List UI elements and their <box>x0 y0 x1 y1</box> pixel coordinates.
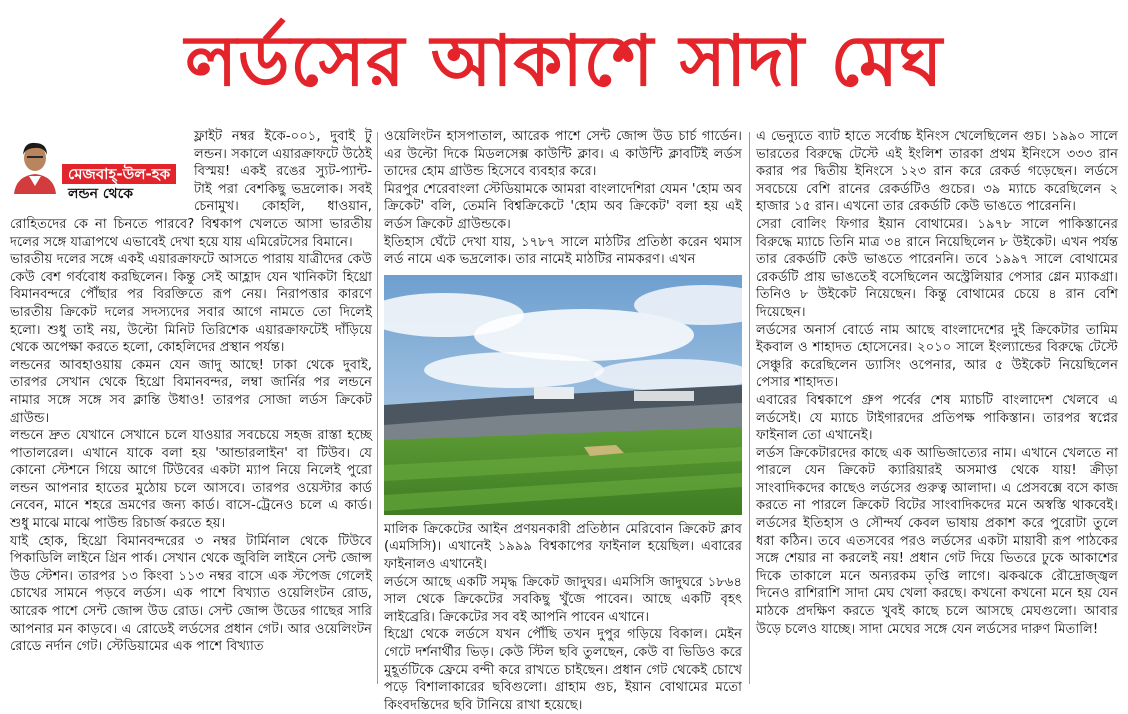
paragraph: ভারতীয় দলের সঙ্গে একই এয়ারক্রাফটে আসতে পারায় যাত্রীদের কেউ কেউ বেশ গর্ববোধ করছিলেন। কিন্তু সেই আহ্লাদ যেন খানিকটা হিথ্রো বিমানবন্দরে পৌঁছার পর বিরক্তিতে রূপ নেয়। নিরাপত্তার কারণে ভারতীয় ক্রিকেট দলের সদস্যদের সবার আগে নামতে তো দিলেই হলো। শুধু তাই নয়, উল্টো মিনিট তিরিশেক এয়ারক্রাফটেই দাঁড়িয়ে থেকে অপেক্ষা করতে হলো, কোহলিদের প্রস্থান পর্যন্ত। <box>10 252 372 356</box>
paragraph: লর্ডসের অনার্স বোর্ডে নাম আছে বাংলাদেশের দুই ক্রিকেটার তামিম ইকবাল ও শাহাদত হোসেনের। ২০১০ সালে ইংল্যান্ডের বিরুদ্ধে টেস্টে সেঞ্চুরি করেছিলেন ড্যাসিং ওপেনার, আর ৫ উইকেট নিয়েছিলেন পেসার শাহাদত। <box>756 322 1118 391</box>
paragraph: লন্ডনের আবহাওয়ায় কেমন যেন জাদু আছে! ঢাকা থেকে দুবাই, তারপর সেখান থেকে হিথ্রো বিমানবন্দর, লম্বা জার্নির পর লন্ডনে নামার সঙ্গে সঙ্গে সব ক্লান্তি উধাও! তারপর সোজা লর্ডস ক্রিকেট গ্রাউন্ড। <box>10 357 372 426</box>
article-column-3 <box>756 128 1118 638</box>
paragraph: মিরপুর শেরেবাংলা স্টেডিয়ামকে আমরা বাংলাদেশিরা যেমন 'হোম অব ক্রিকেট' বলি, তেমনি বিশ্বক্রিকেটে 'হোম অব ক্রিকেট' বলা হয় এই লর্ডস ক্রিকেট গ্রাউন্ডকে। <box>384 181 742 232</box>
column-divider <box>377 132 378 684</box>
paragraph: এবারের বিশ্বকাপে গ্রুপ পর্বের শেষ ম্যাচটি বাংলাদেশ খেলবে এ লর্ডসেই। যে ম্যাচে টাইগারদের প্রতিপক্ষ পাকিস্তান। তারপর স্বপ্নের ফাইনাল তো এখানেই। <box>756 392 1118 444</box>
paragraph: ওয়েলিংটন হাসপাতাল, আরেক পাশে সেন্ট জোন্স উড চার্চ গার্ডেন। এর উল্টো দিকে মিডলসেক্স কাউন্টি ক্লাব। এ কাউন্টি ক্লাবটিই লর্ডস তাদের হোম গ্রাউন্ড হিসেবে ব্যবহার করে। <box>384 129 742 180</box>
paragraph: যাই হোক, হিথ্রো বিমানবন্দরের ৩ নম্বর টার্মিনাল থেকে টিউবে পিকাডিলি লাইনে গ্রিন পার্ক। সেখান থেকে জুবিলি লাইনে সেন্ট জোন্স উড স্টেশন। তারপর ১৩ কিংবা ১১৩ নম্বর বাসে এক স্টপেজ গেলেই চোখের সামনে পড়বে লর্ডস। এক পাশে বিখ্যাত ওয়েলিংটন রোড, আরেক পাশে সেন্ট জোন্স উড রোড। সেন্ট জোন্স উডের গাছের সারি আপনার মন কাড়বে। এ রোডেই লর্ডসের প্রধান গেট। আর ওয়েলিংটন রোডে নর্দান গেট। স্টেডিয়ামের এক পাশে বিখ্যাত <box>10 533 372 655</box>
headline: লর্ডসের আকাশে সাদা মেঘ <box>184 20 944 102</box>
paragraph: এ ভেন্যুতে ব্যাট হাতে সর্বোচ্চ ইনিংস খেলেছিলেন গুচ। ১৯৯০ সালে ভারতের বিরুদ্ধে টেস্টে এই ইংলিশ তারকা প্রথম ইনিংসে ৩৩৩ রান করার পর দ্বিতীয় ইনিংসে ১২৩ রান করে রেকর্ড গড়েছেন। লর্ডসে সবচেয়ে বেশি রানের রেকর্ডটিও গুচের। ৩৯ ম্যাচে করেছিলেন ২ হাজার ১৫ রান। এখনো তার রেকর্ডটি কেউ ভাঙতে পারেননি। <box>756 129 1118 215</box>
article-column-1 <box>10 128 372 656</box>
paragraph: সেরা বোলিং ফিগার ইয়ান বোথামের। ১৯৭৮ সালে পাকিস্তানের বিরুদ্ধে ম্যাচে তিনি মাত্র ৩৪ রানে নিয়েছিলেন ৮ উইকেট। এখন পর্যন্ত তার রেকর্ডটি কেউ ভাঙতে পারেননি। তবে ১৯৯৭ সালে বোথামের রেকর্ডটি প্রায় ভাঙতেই বসেছিলেন অস্ট্রেলিয়ার পেসার গ্লেন ম্যাকগ্রা। তিনিও ৮ উইকেট নিয়েছেন। কিন্তু বোথামের চেয়ে ৪ রান বেশি দিয়েছেন। <box>756 216 1118 320</box>
paragraph: লন্ডনে দ্রুত যেখানে সেখানে চলে যাওয়ার সবচেয়ে সহজ রাস্তা হচ্ছে পাতালরেল। এখানে যাকে বলা হয় 'আন্ডারলাইন' বা টিউব। যে কোনো স্টেশনে গিয়ে আগে টিউবের একটা ম্যাপ নিয়ে নিলেই পুরো লন্ডন আপনার হাতের মুঠোয় চলে আসবে। তারপর ওয়েস্টার কার্ড নেবেন, মানে শহরে ভ্রমণের জন্য কার্ড। বাসে-ট্রেনেও চলে এ কার্ড। শুধু মাঝে মাঝে পাউন্ড রিচার্জ করতে হয়। <box>10 428 372 532</box>
paragraph: হিথ্রো থেকে লর্ডসে যখন পৌঁছি তখন দুপুর গড়িয়ে বিকাল। মেইন গেটে দর্শনার্থীর ভিড়। কেউ স্টিল ছবি তুলছেন, কেউ বা ভিডিও করে মুহূর্তটিকে ফ্রেমে বন্দী করে রাখতে চাইছেন। প্রধান গেট থেকেই চোখে পড়ে বিশালাকারের ছবিগুলো। গ্রাহাম গুচ, ইয়ান বোথামের মতো কিংবদন্তিদের ছবি টানিয়ে রাখা হয়েছে। <box>384 627 742 713</box>
paragraph: ইতিহাস ঘেঁটে দেখা যায়, ১৭৮৭ সালে মাঠটির প্রতিষ্ঠা করেন থমাস লর্ড নামে এক ভদ্রলোক। তার নামেই মাঠটির নামকরণ। এখন <box>384 234 742 268</box>
article-column-2 <box>384 128 742 714</box>
column-divider <box>749 132 750 684</box>
author-location: লন্ডন থেকে <box>68 186 134 202</box>
paragraph: ফ্লাইট নম্বর ইকে-০০১, দুবাই টু লন্ডন। সকালে এয়ারক্রাফটে উঠেই বিস্ময়! একই রঙের স্যুট-প্যান্ট-টাই পরা বেশকিছু ভদ্রলোক। সবই চেনামুখ। কোহলি, ধাওয়ান, রোহিতদের কে না চিনতে পারবে? বিশ্বকাপ খেলতে আসা ভারতীয় দলের সঙ্গে যাত্রাপথে এভাবেই দেখা হয়ে যায় এমিরেটসের বিমানে। <box>10 129 372 250</box>
paragraph: লর্ডসে আছে একটি সমৃদ্ধ ক্রিকেট জাদুঘর। এমসিসি জাদুঘরে ১৮৬৪ সাল থেকে ক্রিকেটের সবকিছু খুঁজে পাবেন। আছে একটি বৃহৎ লাইব্রেরি। ক্রিকেটের সব বই আপনি পাবেন এখানে। <box>384 574 742 625</box>
paragraph: মালিক ক্রিকেটের আইন প্রণয়নকারী প্রতিষ্ঠান মেরিবোন ক্রিকেট ক্লাব (এমসিসি)। এখানেই ১৯৯৯ বিশ্বকাপের ফাইনাল হয়েছিল। এবারের ফাইনালও এখানেই। <box>384 521 742 572</box>
author-photo <box>10 136 60 194</box>
author-name: মেজবাহ্-উল-হক <box>62 164 176 184</box>
paragraph: লর্ডস ক্রিকেটারদের কাছে এক আভিজাত্যের নাম। এখানে খেলতে না পারলে যেন ক্রিকেট ক্যারিয়ারই অসমাপ্ত থেকে যায়! ক্রীড়া সাংবাদিকদের কাছেও লর্ডসের গুরুত্ব আলাদা। এ প্রেসবক্সে বসে কাজ করতে না পারলে ক্রিকেট বিটের সাংবাদিকদের মনে অস্বস্তি থাকবেই। লর্ডসের ইতিহাস ও সৌন্দর্য কেবল ভাষায় প্রকাশ করে পুরোটা তুলে ধরা কঠিন। তবে এতসবের পরও লর্ডসের একটা মায়াবী রূপ পাঠকের সঙ্গে শেয়ার না করলেই নয়! প্রধান গেট দিয়ে ভিতরে ঢুকে আকাশের দিকে তাকালে মনে অন্যরকম তৃপ্তি লাগে। ঝকঝকে রৌদ্রোজ্জ্বল দিনেও রাশিরাশি সাদা মেঘ খেলা করছে। কখনো কখনো মনে হয় যেন মাঠকে প্রদক্ষিণ করতে খুবই কাছে চলে আসছে মেঘগুলো। আবার উড়ে চলেও যাচ্ছে। সাদা মেঘের সঙ্গে যেন লর্ডসের দারুণ মিতালি! <box>756 445 1118 637</box>
byline <box>10 128 186 206</box>
stadium-photo <box>384 275 742 515</box>
